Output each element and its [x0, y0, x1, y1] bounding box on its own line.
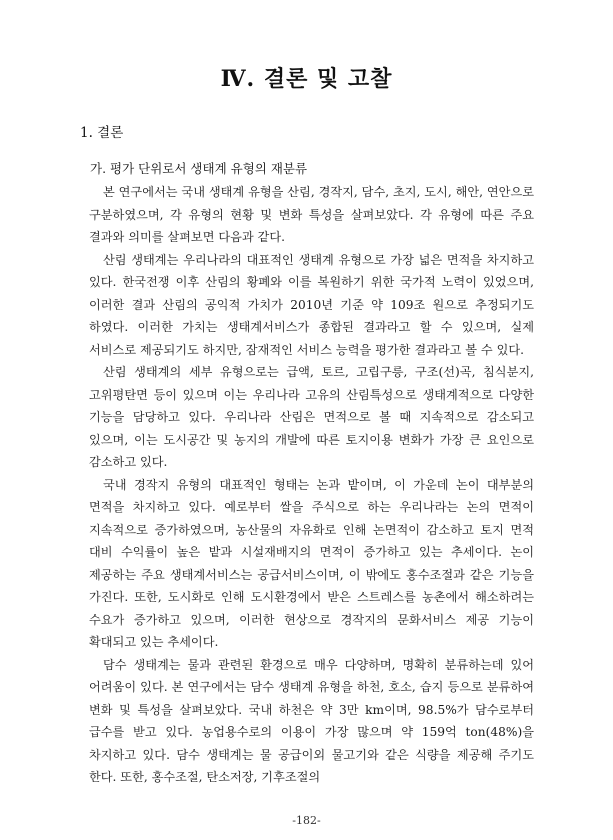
section-heading: 1. 결론 — [80, 125, 124, 141]
paragraph-forest-types: 산림 생태계의 세부 유형으로는 급액, 토르, 고립구릉, 구조(선)곡, 침식분지, 고위평탄면 등이 있으며 이는 우리나라 고유의 산림특성으로 생태계적으로 다양한 기능을 담당하고 있다. 우리나라 산림은 면적으로 볼 때 지속적으로 감소되고 있으며, 이는 도시공간 및 농지의 개발에 따른 토지이용 변화가 가장 큰 요인으로 감소하고 있다. — [89, 365, 534, 469]
subsection-heading: 가. 평가 단위로서 생태계 유형의 재분류 — [90, 161, 308, 176]
body-text — [89, 181, 534, 789]
page-number: -182- — [292, 814, 321, 827]
paragraph-farmland: 국내 경작지 유형의 대표적인 형태는 논과 밭이며, 이 가운데 논이 대부분의 면적을 차지하고 있다. 예로부터 쌀을 주식으로 하는 우리나라는 논의 면적이 지속적으로 증가하였으며, 농산물의 자유화로 인해 논면적이 감소하고 토지 면적 대비 수익률이 높은 밭과 시설재배지의 면적이 증가하고 있는 추세이다. 논이 제공하는 주요 생태계서비스는 공급서비스이며, 이 밖에도 홍수조절과 같은 기능을 가진다. 또한, 도시화로 인해 도시환경에서 받은 스트레스를 농촌에서 해소하려는 수요가 증가하고 있으며, 이러한 현상으로 경작지의 문화서비스 제공 기능이 확대되고 있는 추세이다. — [89, 477, 534, 649]
paragraph-forest: 산림 생태계는 우리나라의 대표적인 생태계 유형으로 가장 넓은 면적을 차지하고 있다. 한국전쟁 이후 산림의 황폐와 이를 복원하기 위한 국가적 노력이 있었으며, 이러한 결과 산림의 공익적 가치가 2010년 기준 약 109조 원으로 추정되기도 하였다. 이러한 가치는 생태계서비스가 종합된 결과라고 할 수 있으며, 실제 서비스로 제공되기도 하지만, 잠재적인 서비스 능력을 평가한 결과라고 볼 수 있다. — [89, 252, 534, 357]
chapter-title: Ⅳ. 결론 및 고찰 — [220, 66, 393, 92]
paragraph-freshwater: 담수 생태계는 물과 관련된 환경으로 매우 다양하며, 명확히 분류하는데 있어 어려움이 있다. 본 연구에서는 담수 생태계 유형을 하천, 호소, 습지 등으로 분류하여 변화 및 특성을 살펴보았다. 국내 하천은 약 3만 km이며, 98.5%가 담수로부터 급수를 받고 있다. 농업용수로의 이용이 가장 많으며 약 159억 ton(48%)을 차지하고 있다. 담수 생태계는 물 공급이외 물고기와 같은 식량을 제공해 주기도 한다. 또한, 홍수조절, 탄소저장, 기후조절의 — [89, 657, 534, 784]
paragraph-intro: 본 연구에서는 국내 생태계 유형을 산림, 경작지, 담수, 초지, 도시, 해안, 연안으로 구분하였으며, 각 유형의 현황 및 변화 특성을 살펴보았다. 각 유형에 따른 주요 결과와 의미를 살펴보면 다음과 같다. — [89, 185, 534, 244]
